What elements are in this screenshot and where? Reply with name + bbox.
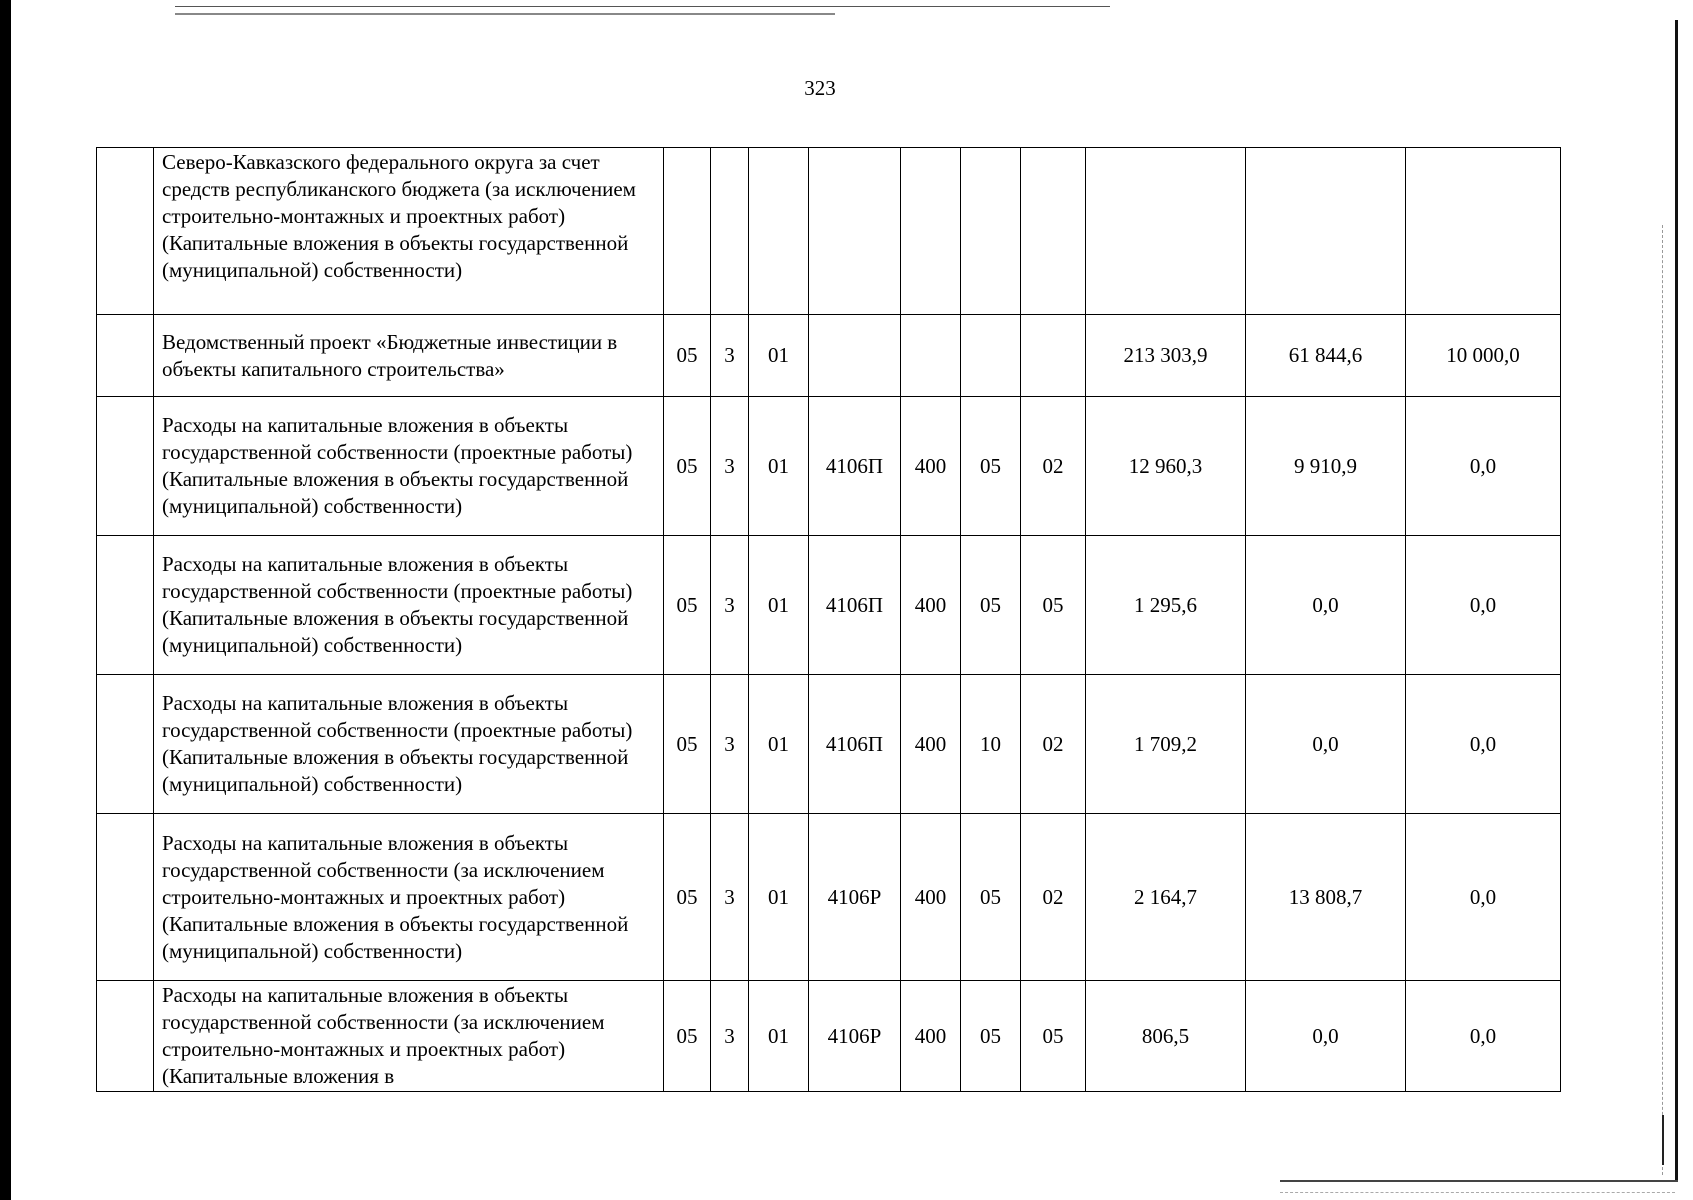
amount-cell: 0,0 bbox=[1246, 536, 1406, 675]
table-row bbox=[97, 981, 1561, 1092]
amount-cell: 0,0 bbox=[1406, 814, 1561, 981]
description-cell: Расходы на капитальные вложения в объекты государственной собственности (проектные работы) (Капитальные вложения в объекты государственной (муниципальной) собственности) bbox=[154, 536, 664, 675]
amount-cell: 1 295,6 bbox=[1086, 536, 1246, 675]
code-cell: 05 bbox=[664, 814, 711, 981]
code-cell: 4106П bbox=[809, 536, 901, 675]
code-cell: 01 bbox=[749, 675, 809, 814]
code-cell: 05 bbox=[961, 536, 1021, 675]
amount-cell: 1 709,2 bbox=[1086, 675, 1246, 814]
budget-table bbox=[96, 147, 1561, 1092]
scan-mark-solid bbox=[1662, 1115, 1664, 1165]
code-cell bbox=[901, 315, 961, 397]
code-cell: 02 bbox=[1021, 675, 1086, 814]
code-cell: 10 bbox=[961, 675, 1021, 814]
code-cell: 400 bbox=[901, 675, 961, 814]
table-row bbox=[97, 315, 1561, 397]
description-cell: Ведомственный проект «Бюджетные инвестиции в объекты капитального строительства» bbox=[154, 315, 664, 397]
code-cell: 05 bbox=[1021, 536, 1086, 675]
code-cell bbox=[809, 148, 901, 315]
code-cell bbox=[1021, 315, 1086, 397]
description-cell: Расходы на капитальные вложения в объекты государственной собственности (проектные работы) (Капитальные вложения в объекты государственной (муниципальной) собственности) bbox=[154, 397, 664, 536]
code-cell: 3 bbox=[711, 536, 749, 675]
code-cell bbox=[901, 148, 961, 315]
code-cell: 3 bbox=[711, 814, 749, 981]
amount-cell bbox=[1086, 148, 1246, 315]
table-row bbox=[97, 397, 1561, 536]
amount-cell bbox=[1246, 148, 1406, 315]
amount-cell bbox=[1406, 148, 1561, 315]
scan-edge-right bbox=[1675, 20, 1678, 1180]
code-cell: 05 bbox=[664, 536, 711, 675]
amount-cell: 0,0 bbox=[1406, 981, 1561, 1092]
table-row bbox=[97, 675, 1561, 814]
code-cell: 05 bbox=[1021, 981, 1086, 1092]
row-number-cell bbox=[97, 536, 154, 675]
code-cell: 05 bbox=[664, 675, 711, 814]
code-cell: 01 bbox=[749, 536, 809, 675]
amount-cell: 0,0 bbox=[1406, 536, 1561, 675]
code-cell: 3 bbox=[711, 315, 749, 397]
code-cell: 01 bbox=[749, 397, 809, 536]
amount-cell: 806,5 bbox=[1086, 981, 1246, 1092]
row-number-cell bbox=[97, 315, 154, 397]
page-number: 323 bbox=[804, 76, 836, 100]
row-number-cell bbox=[97, 148, 154, 315]
code-cell: 400 bbox=[901, 397, 961, 536]
code-cell: 02 bbox=[1021, 814, 1086, 981]
amount-cell: 10 000,0 bbox=[1406, 315, 1561, 397]
code-cell bbox=[961, 148, 1021, 315]
code-cell: 4106П bbox=[809, 397, 901, 536]
code-cell: 05 bbox=[664, 315, 711, 397]
amount-cell: 0,0 bbox=[1406, 675, 1561, 814]
row-number-cell bbox=[97, 814, 154, 981]
code-cell bbox=[961, 315, 1021, 397]
scan-edge-bottom-dashed bbox=[1280, 1192, 1675, 1193]
description-cell: Расходы на капитальные вложения в объекты государственной собственности (проектные работы) (Капитальные вложения в объекты государственной (муниципальной) собственности) bbox=[154, 675, 664, 814]
code-cell: 3 bbox=[711, 397, 749, 536]
row-number-cell bbox=[97, 397, 154, 536]
code-cell: 05 bbox=[961, 397, 1021, 536]
amount-cell: 213 303,9 bbox=[1086, 315, 1246, 397]
amount-cell: 0,0 bbox=[1246, 981, 1406, 1092]
table-row bbox=[97, 814, 1561, 981]
code-cell: 01 bbox=[749, 315, 809, 397]
scan-edge-top-2 bbox=[175, 13, 835, 15]
code-cell bbox=[749, 148, 809, 315]
code-cell bbox=[664, 148, 711, 315]
row-number-cell bbox=[97, 981, 154, 1092]
scan-edge-top bbox=[175, 6, 1110, 7]
amount-cell: 61 844,6 bbox=[1246, 315, 1406, 397]
code-cell: 02 bbox=[1021, 397, 1086, 536]
amount-cell: 0,0 bbox=[1246, 675, 1406, 814]
description-cell: Расходы на капитальные вложения в объекты государственной собственности (за исключением строительно-монтажных и проектных работ) (Капитальные вложения в bbox=[154, 981, 664, 1092]
table-row bbox=[97, 148, 1561, 315]
amount-cell: 2 164,7 bbox=[1086, 814, 1246, 981]
code-cell: 01 bbox=[749, 814, 809, 981]
code-cell: 05 bbox=[961, 981, 1021, 1092]
scan-edge-bottom bbox=[1280, 1180, 1678, 1182]
description-cell: Расходы на капитальные вложения в объекты государственной собственности (за исключением строительно-монтажных и проектных работ) (Капитальные вложения в объекты государственной (муниципальной) собственности) bbox=[154, 814, 664, 981]
code-cell: 4106Р bbox=[809, 981, 901, 1092]
code-cell: 05 bbox=[664, 981, 711, 1092]
amount-cell: 12 960,3 bbox=[1086, 397, 1246, 536]
code-cell: 3 bbox=[711, 675, 749, 814]
row-number-cell bbox=[97, 675, 154, 814]
code-cell: 01 bbox=[749, 981, 809, 1092]
code-cell: 3 bbox=[711, 981, 749, 1092]
code-cell: 400 bbox=[901, 981, 961, 1092]
code-cell bbox=[1021, 148, 1086, 315]
scan-edge-left bbox=[0, 0, 11, 1200]
amount-cell: 9 910,9 bbox=[1246, 397, 1406, 536]
description-cell: Северо-Кавказского федерального округа за счет средств республиканского бюджета (за исключением строительно-монтажных и проектных работ) (Капитальные вложения в объекты государственной (муниципальной) собственности) bbox=[154, 148, 664, 315]
code-cell bbox=[809, 315, 901, 397]
amount-cell: 13 808,7 bbox=[1246, 814, 1406, 981]
amount-cell: 0,0 bbox=[1406, 397, 1561, 536]
table-row bbox=[97, 536, 1561, 675]
scan-mark-dashed bbox=[1662, 225, 1663, 1175]
code-cell: 05 bbox=[664, 397, 711, 536]
code-cell: 05 bbox=[961, 814, 1021, 981]
code-cell: 4106Р bbox=[809, 814, 901, 981]
code-cell: 400 bbox=[901, 814, 961, 981]
code-cell: 400 bbox=[901, 536, 961, 675]
code-cell: 4106П bbox=[809, 675, 901, 814]
code-cell bbox=[711, 148, 749, 315]
